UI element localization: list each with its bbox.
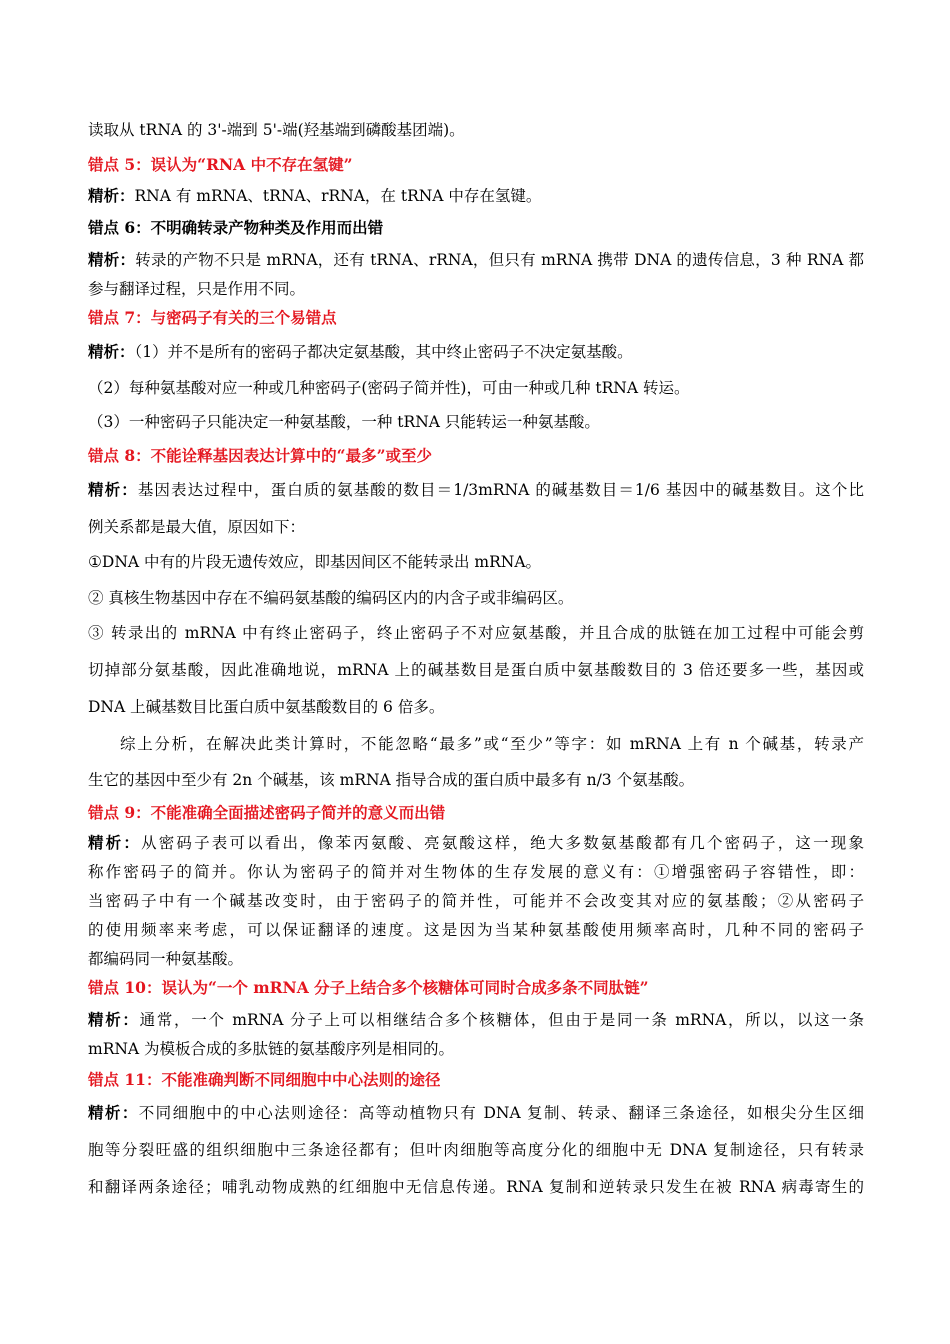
text-line: （2）每种氨基酸对应一种或几种密码子(密码子简并性)，可由一种或几种 tRNA 转运。 xyxy=(88,379,690,397)
error-point-heading: 错点 7：与密码子有关的三个易错点 xyxy=(88,308,337,327)
text-line: ② 真核生物基因中存在不编码氨基酸的编码区内的内含子或非编码区。 xyxy=(88,589,574,607)
text-line: ③ 转录出的 mRNA 中有终止密码子，终止密码子不对应氨基酸，并且合成的肽链在加工过程中可能会剪 xyxy=(88,624,864,642)
text-line: 参与翻译过程，只是作用不同。 xyxy=(88,280,306,298)
text-line: （3）一种密码子只能决定一种氨基酸，一种 tRNA 只能转运一种氨基酸。 xyxy=(88,413,600,431)
analysis-label: 精析： xyxy=(88,342,135,361)
analysis-line: 精析：通常，一个 mRNA 分子上可以相继结合多个核糖体，但由于是同一条 mRNA，所以，以这一条 xyxy=(88,1010,864,1029)
text-line: 例关系都是最大值，原因如下： xyxy=(88,518,306,536)
analysis-line: 精析：RNA 有 mRNA、tRNA、rRNA，在 tRNA 中存在氢键。 xyxy=(88,186,542,205)
analysis-line: 精析：不同细胞中的中心法则途径：高等动植物只有 DNA 复制、转录、翻译三条途径，如根尖分生区细 xyxy=(88,1103,864,1122)
text-line: DNA 上碱基数目比蛋白质中氨基酸数目的 6 倍多。 xyxy=(88,698,445,716)
analysis-label: 精析： xyxy=(88,1010,140,1029)
analysis-line: 精析：基因表达过程中，蛋白质的氨基酸的数目＝1/3mRNA 的碱基数目＝1/6 基因中的碱基数目。这个比 xyxy=(88,480,864,499)
analysis-label: 精析： xyxy=(88,833,142,852)
text-line: ①DNA 中有的片段无遗传效应，即基因间区不能转录出 mRNA。 xyxy=(88,553,542,571)
text-line: 的使用频率来考虑，可以保证翻译的速度。这是因为当某种氨基酸使用频率高时，几种不同的密码子 xyxy=(88,921,864,939)
analysis-line: 精析：（1）并不是所有的密码子都决定氨基酸，其中终止密码子不决定氨基酸。 xyxy=(88,342,633,361)
text-line: 切掉部分氨基酸，因此准确地说，mRNA 上的碱基数目是蛋白质中氨基酸数目的 3 倍还要多一些，基因或 xyxy=(88,661,864,679)
error-point-heading: 错点 11：不能准确判断不同细胞中中心法则的途径 xyxy=(88,1070,441,1089)
text-line: 都编码同一种氨基酸。 xyxy=(88,950,244,968)
text-line: 当密码子中有一个碱基改变时，由于密码子的简并性，可能并不会改变其对应的氨基酸；②从密码子 xyxy=(88,892,864,910)
text-line: mRNA 为模板合成的多肽链的氨基酸序列是相同的。 xyxy=(88,1040,455,1058)
error-point-heading: 错点 8：不能诠释基因表达计算中的“最多”或至少 xyxy=(88,446,433,465)
summary-paragraph-line: 综上分析，在解决此类计算时，不能忽略“最多”或“至少”等字：如 mRNA 上有 n 个碱基，转录产 xyxy=(120,735,864,753)
text-line: 胞等分裂旺盛的组织细胞中三条途径都有；但叶肉细胞等高度分化的细胞中无 DNA 复制途径，只有转录 xyxy=(88,1141,864,1159)
analysis-line: 精析：从密码子表可以看出，像苯丙氨酸、亮氨酸这样，绝大多数氨基酸都有几个密码子，这一现象 xyxy=(88,833,864,852)
error-point-heading: 错点 10：误认为“一个 mRNA 分子上结合多个核糖体可同时合成多条不同肽链” xyxy=(88,978,649,997)
text-line: 生它的基因中至少有 2n 个碱基，该 mRNA 指导合成的蛋白质中最多有 n/3 个氨基酸。 xyxy=(88,771,695,789)
error-point-heading: 错点 6：不明确转录产物种类及作用而出错 xyxy=(88,218,384,237)
analysis-line: 精析：转录的产物不只是 mRNA，还有 tRNA、rRNA，但只有 mRNA 携带 DNA 的遗传信息，3 种 RNA 都 xyxy=(88,250,864,269)
analysis-label: 精析： xyxy=(88,250,136,269)
analysis-label: 精析： xyxy=(88,186,135,205)
analysis-label: 精析： xyxy=(88,480,138,499)
error-point-heading: 错点 5：误认为“RNA 中不存在氢键” xyxy=(88,155,353,174)
error-point-heading: 错点 9：不能准确全面描述密码子简并的意义而出错 xyxy=(88,803,446,822)
text-line: 称作密码子的简并。你认为密码子的简并对生物体的生存发展的意义有：①增强密码子容错性，即： xyxy=(88,863,864,881)
analysis-label: 精析： xyxy=(88,1103,139,1122)
text-line: 读取从 tRNA 的 3'-端到 5'-端(羟基端到磷酸基团端)。 xyxy=(88,121,465,139)
text-line: 和翻译两条途径；哺乳动物成熟的红细胞中无信息传递。RNA 复制和逆转录只发生在被 RNA 病毒寄生的 xyxy=(88,1178,864,1196)
